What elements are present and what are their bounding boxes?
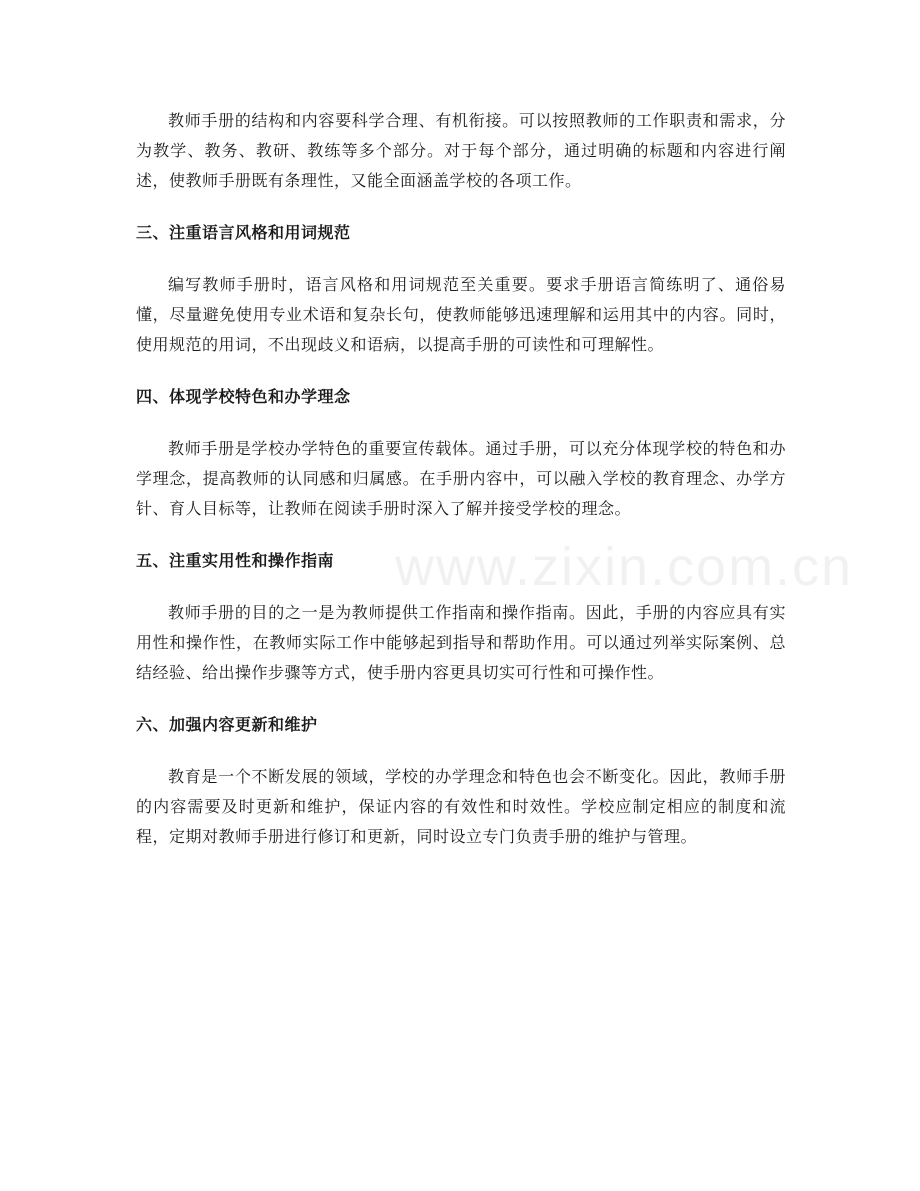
watermark: www.zixin.com.cn: [395, 537, 854, 597]
section-paragraph-6: 教育是一个不断发展的领域，学校的办学理念和特色也会不断变化。因此，教师手册的内容需要及时更新和维护，保证内容的有效性和时效性。学校应制定相应的制度和流程，定期对教师手册进行修订和更新，同时设立专门负责手册的维护与管理。: [136, 767, 786, 846]
section-paragraph-4: 教师手册是学校办学特色的重要宣传载体。通过手册，可以充分体现学校的特色和办学理念，提高教师的认同感和归属感。在手册内容中，可以融入学校的教育理念、办学方针、育人目标等，让教师在阅读手册时深入了解并接受学校的理念。: [136, 439, 786, 518]
section-heading-5: 五、注重实用性和操作指南: [136, 551, 335, 570]
section-heading-6: 六、加强内容更新和维护: [136, 715, 318, 734]
section-heading-4: 四、体现学校特色和办学理念: [136, 387, 351, 406]
section-paragraph-3: 编写教师手册时，语言风格和用词规范至关重要。要求手册语言简练明了、通俗易懂，尽量避免使用专业术语和复杂长句，使教师能够迅速理解和运用其中的内容。同时，使用规范的用词，不出现歧义和语病，以提高手册的可读性和可理解性。: [136, 275, 786, 354]
document-body: [136, 106, 786, 852]
section-heading-3: 三、注重语言风格和用词规范: [136, 223, 351, 242]
section-paragraph-5: 教师手册的目的之一是为教师提供工作指南和操作指南。因此，手册的内容应具有实用性和操作性，在教师实际工作中能够起到指导和帮助作用。可以通过列举实际案例、总结经验、给出操作步骤等方式，使手册内容更具切实可行性和可操作性。: [136, 603, 786, 682]
intro-paragraph: 教师手册的结构和内容要科学合理、有机衔接。可以按照教师的工作职责和需求，分为教学、教务、教研、教练等多个部分。对于每个部分，通过明确的标题和内容进行阐述，使教师手册既有条理性，又能全面涵盖学校的各项工作。: [136, 111, 786, 190]
